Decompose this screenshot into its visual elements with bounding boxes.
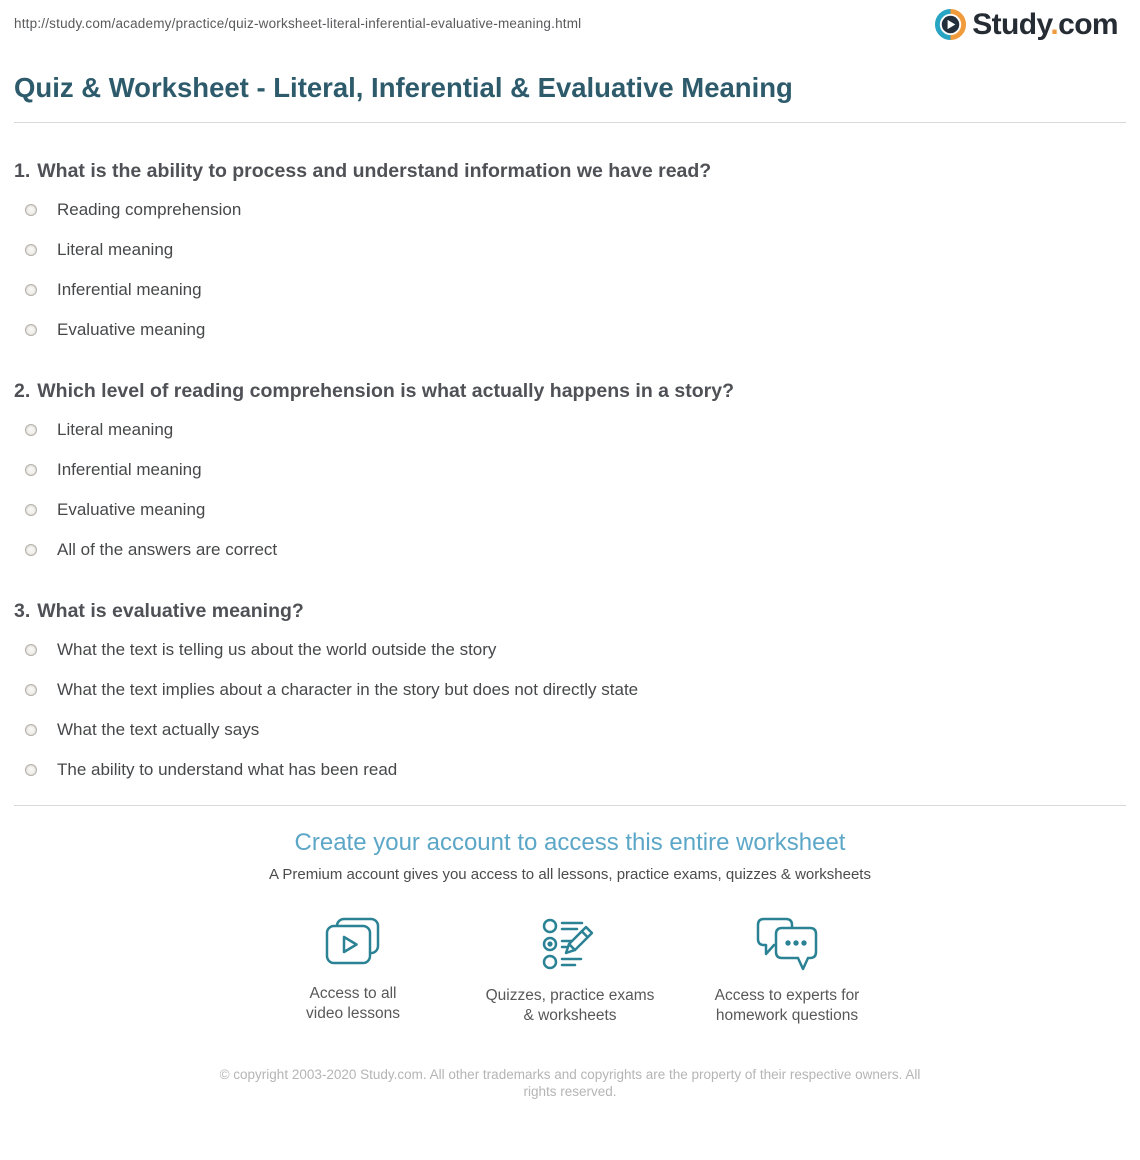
feature-label: Access to experts for homework questions bbox=[714, 987, 860, 1024]
page-url: http://study.com/academy/practice/quiz-worksheet-literal-inferential-evaluative-meaning.html bbox=[14, 16, 582, 31]
answer-option[interactable] bbox=[14, 670, 1126, 710]
quizzes-worksheets-icon bbox=[541, 916, 599, 974]
option-label: Inferential meaning bbox=[57, 460, 202, 479]
question-2-options bbox=[14, 410, 1126, 570]
answer-option[interactable] bbox=[14, 190, 1126, 230]
question-1-options bbox=[14, 190, 1126, 350]
feature-list bbox=[0, 916, 1140, 1026]
radio-button[interactable] bbox=[25, 504, 37, 516]
radio-button[interactable] bbox=[25, 724, 37, 736]
option-label: Evaluative meaning bbox=[57, 500, 206, 519]
question-2-heading bbox=[14, 378, 1126, 404]
quiz-question-list bbox=[14, 158, 1126, 790]
radio-button[interactable] bbox=[25, 464, 37, 476]
homework-experts-icon bbox=[755, 916, 819, 974]
page-title: Quiz & Worksheet - Literal, Inferential & Evaluative Meaning bbox=[14, 72, 793, 103]
option-label: Inferential meaning bbox=[57, 280, 202, 299]
question-number: 1. bbox=[14, 160, 31, 182]
answer-option[interactable] bbox=[14, 630, 1126, 670]
feature-quizzes-worksheets bbox=[462, 916, 679, 1026]
option-label: Evaluative meaning bbox=[57, 320, 206, 339]
answer-option[interactable] bbox=[14, 230, 1126, 270]
option-label: What the text actually says bbox=[57, 720, 260, 739]
logo-wordmark: Study.com bbox=[972, 8, 1118, 41]
question-3 bbox=[14, 598, 1126, 790]
video-lessons-icon bbox=[324, 916, 382, 972]
option-label: What the text is telling us about the world outside the story bbox=[57, 640, 497, 659]
question-number: 2. bbox=[14, 380, 31, 402]
radio-button[interactable] bbox=[25, 764, 37, 776]
radio-button[interactable] bbox=[25, 284, 37, 296]
cta-heading: Create your account to access this entire worksheet bbox=[294, 829, 846, 856]
cta-section bbox=[0, 829, 1140, 1026]
feature-video-lessons bbox=[245, 916, 462, 1026]
feature-label: Quizzes, practice exams & worksheets bbox=[485, 987, 655, 1024]
answer-option[interactable] bbox=[14, 310, 1126, 350]
question-text: What is the ability to process and understand information we have read? bbox=[37, 160, 712, 182]
question-3-options bbox=[14, 630, 1126, 790]
title-divider bbox=[14, 122, 1126, 123]
question-text: What is evaluative meaning? bbox=[37, 600, 304, 622]
question-2 bbox=[14, 378, 1126, 570]
feature-label: Access to all video lessons bbox=[306, 985, 400, 1022]
radio-button[interactable] bbox=[25, 424, 37, 436]
radio-button[interactable] bbox=[25, 244, 37, 256]
radio-button[interactable] bbox=[25, 324, 37, 336]
answer-option[interactable] bbox=[14, 270, 1126, 310]
option-label: The ability to understand what has been read bbox=[57, 760, 398, 779]
question-3-heading bbox=[14, 598, 1126, 624]
option-label: Literal meaning bbox=[57, 420, 174, 439]
studycom-logo[interactable] bbox=[934, 8, 1118, 41]
studycom-logo-icon bbox=[934, 8, 967, 41]
question-number: 3. bbox=[14, 600, 31, 622]
radio-button[interactable] bbox=[25, 644, 37, 656]
answer-option[interactable] bbox=[14, 530, 1126, 570]
answer-option[interactable] bbox=[14, 410, 1126, 450]
cta-subheading: A Premium account gives you access to all lessons, practice exams, quizzes & worksheets bbox=[269, 866, 871, 883]
answer-option[interactable] bbox=[14, 450, 1126, 490]
option-label: All of the answers are correct bbox=[57, 540, 278, 559]
option-label: Reading comprehension bbox=[57, 200, 242, 219]
answer-option[interactable] bbox=[14, 710, 1126, 750]
page-header bbox=[0, 0, 1140, 41]
radio-button[interactable] bbox=[25, 684, 37, 696]
option-label: What the text implies about a character in the story but does not directly state bbox=[57, 680, 639, 699]
question-1-heading bbox=[14, 158, 1126, 184]
copyright-notice: © copyright 2003-2020 Study.com. All other trademarks and copyrights are the property of their respective owners. All rights reserved. bbox=[219, 1067, 921, 1099]
radio-button[interactable] bbox=[25, 544, 37, 556]
answer-option[interactable] bbox=[14, 750, 1126, 790]
cta-divider bbox=[14, 805, 1126, 806]
answer-option[interactable] bbox=[14, 490, 1126, 530]
question-text: Which level of reading comprehension is what actually happens in a story? bbox=[37, 380, 735, 402]
feature-homework-experts bbox=[679, 916, 896, 1026]
question-1 bbox=[14, 158, 1126, 350]
option-label: Literal meaning bbox=[57, 240, 174, 259]
radio-button[interactable] bbox=[25, 204, 37, 216]
